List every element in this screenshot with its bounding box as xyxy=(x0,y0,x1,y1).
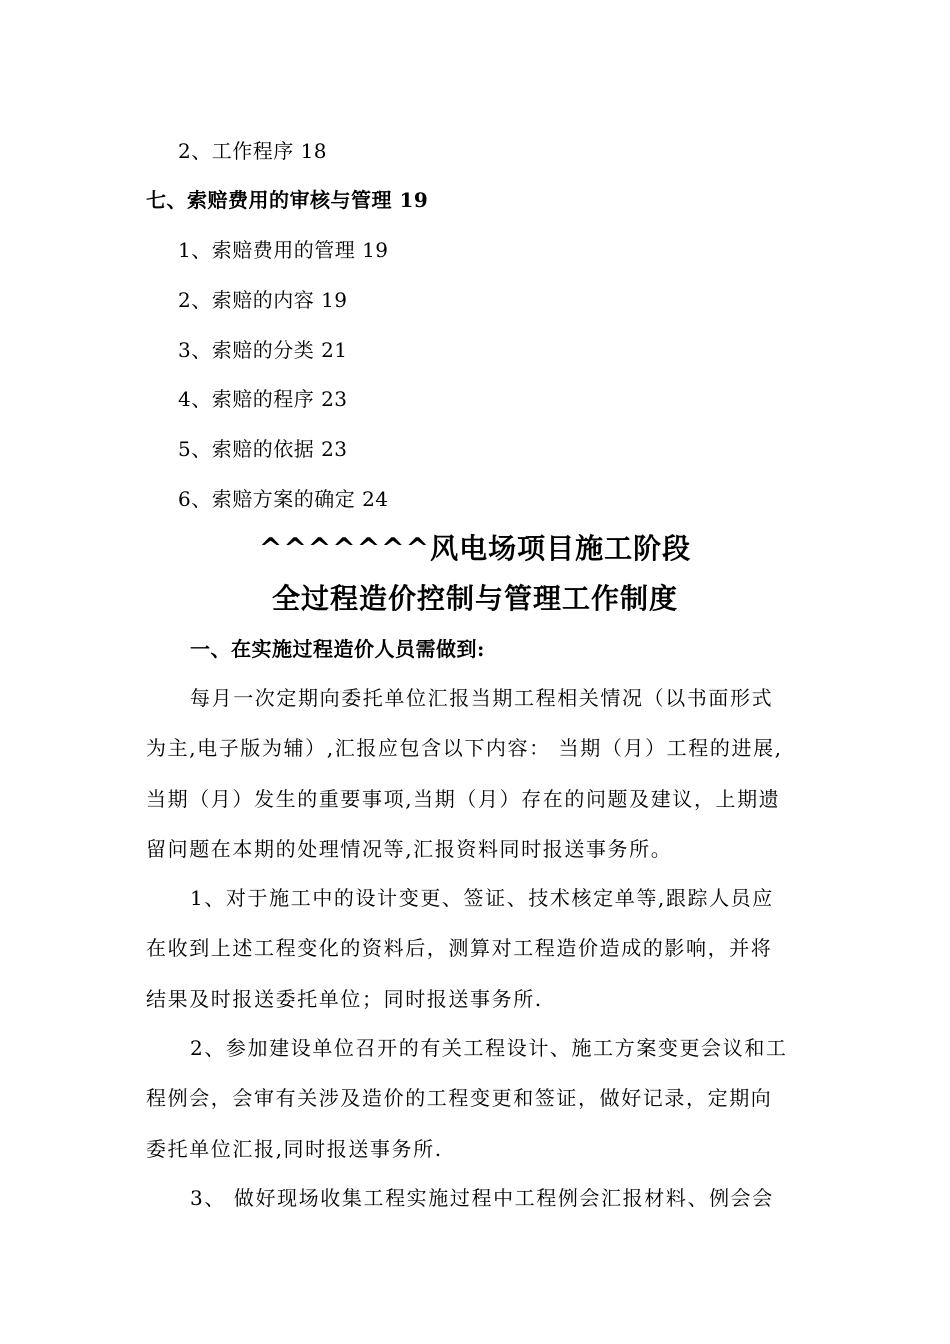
paragraph-line: 当期（月）发生的重要事项,当期（月）存在的问题及建议，上期遗 xyxy=(146,787,781,811)
paragraph-line: 为主,电子版为辅）,汇报应包含以下内容： 当期（月）工程的进展, xyxy=(146,736,783,760)
toc-item-work-procedure: 2、工作程序 18 xyxy=(178,139,328,163)
toc-item-claim-procedure: 4、索赔的程序 23 xyxy=(178,387,348,411)
document-title-line-1: ^^^^^^^风电场项目施工阶段 xyxy=(258,532,692,565)
toc-item-claim-category: 3、索赔的分类 21 xyxy=(178,338,348,362)
toc-item-claim-plan: 6、索赔方案的确定 24 xyxy=(178,487,389,511)
toc-item-claim-management: 1、索赔费用的管理 19 xyxy=(178,238,389,262)
paragraph-line: 留问题在本期的处理情况等,汇报资料同时报送事务所。 xyxy=(146,837,673,861)
paragraph-line: 程例会，会审有关涉及造价的工程变更和签证，做好记录，定期向 xyxy=(146,1086,773,1110)
toc-item-claim-basis: 5、索赔的依据 23 xyxy=(178,437,348,461)
paragraph-line: 结果及时报送委托单位；同时报送事务所. xyxy=(146,987,543,1011)
paragraph-line: 1、对于施工中的设计变更、签证、技术核定单等,跟踪人员应 xyxy=(190,886,774,910)
paragraph-line: 委托单位汇报,同时报送事务所. xyxy=(146,1137,443,1161)
toc-section-claim-review: 七、索赔费用的审核与管理 19 xyxy=(146,188,429,212)
toc-item-claim-content: 2、索赔的内容 19 xyxy=(178,288,348,312)
paragraph-line: 3、 做好现场收集工程实施过程中工程例会汇报材料、例会会 xyxy=(190,1186,774,1210)
paragraph-line: 每月一次定期向委托单位汇报当期工程相关情况（以书面形式 xyxy=(190,686,774,710)
section-heading: 一、在实施过程造价人员需做到: xyxy=(190,637,485,661)
document-title-line-2: 全过程造价控制与管理工作制度 xyxy=(271,582,678,615)
paragraph-line: 在收到上述工程变化的资料后，测算对工程造价造成的影响，并将 xyxy=(146,936,773,960)
paragraph-line: 2、参加建设单位召开的有关工程设计、施工方案变更会议和工 xyxy=(190,1036,788,1060)
